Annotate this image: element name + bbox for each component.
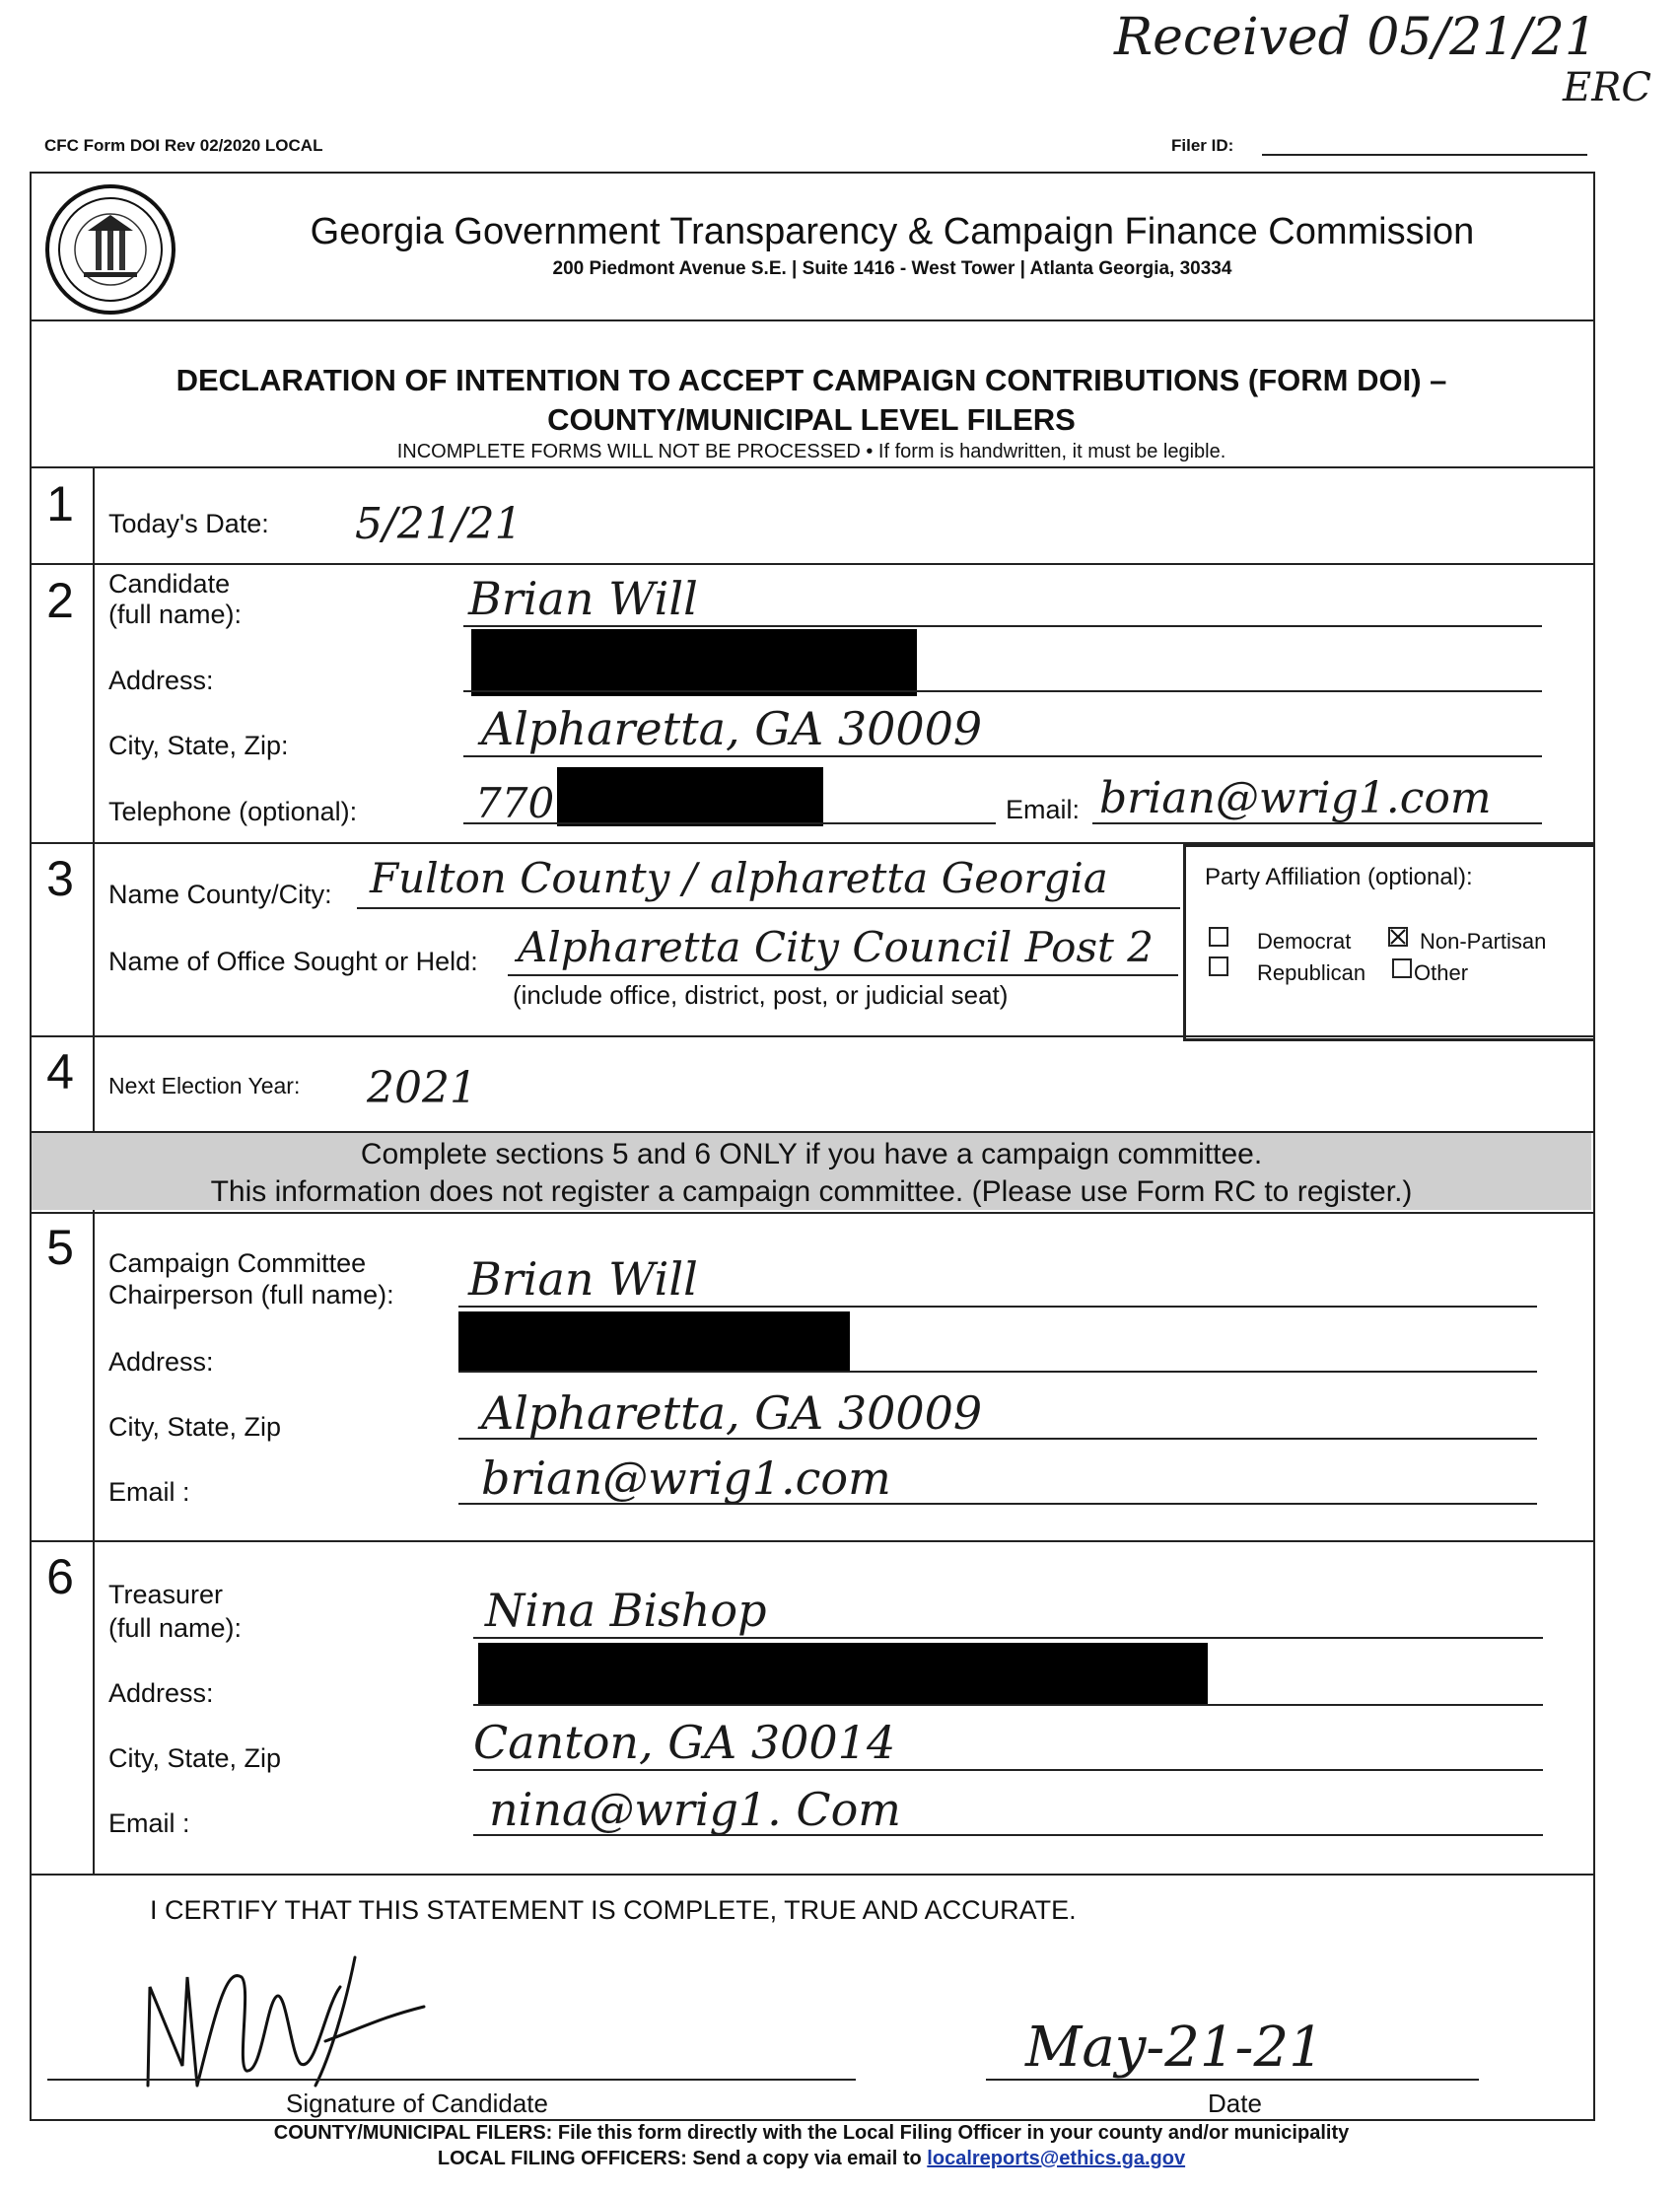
candidate-label-line2: (full name): (108, 600, 243, 629)
telephone-label: Telephone (optional): (108, 797, 358, 826)
footer-line2-label: LOCAL FILING OFFICERS: (437, 2148, 687, 2169)
treasurer-city-label: City, State, Zip (108, 1743, 282, 1773)
header-divider (30, 319, 1593, 321)
section-divider-6 (30, 1874, 1593, 1876)
section-divider-banner (30, 1212, 1593, 1214)
section-4-number: 4 (46, 1044, 74, 1099)
candidate-email-label: Email: (1006, 795, 1081, 824)
treasurer-city-line (473, 1769, 1543, 1771)
chairperson-address-line (458, 1371, 1537, 1373)
footer-email-link[interactable]: localreports@ethics.ga.gov (927, 2148, 1186, 2169)
certify-date-line (986, 2079, 1479, 2081)
chairperson-city-line (458, 1438, 1537, 1440)
chairperson-name-value[interactable]: Brian Will (468, 1252, 698, 1306)
candidate-name-line (463, 625, 1542, 627)
declaration-title-line1: DECLARATION OF INTENTION TO ACCEPT CAMPAIGN CONTRIBUTIONS (FORM DOI) – (175, 363, 1447, 397)
chairperson-label-line2: Chairperson (full name): (108, 1280, 394, 1310)
democrat-label: Democrat (1257, 929, 1352, 954)
section-divider-top (30, 466, 1593, 468)
party-affiliation-title: Party Affiliation (optional): (1205, 864, 1473, 890)
chairperson-email-line (458, 1503, 1537, 1505)
nonpartisan-checkbox[interactable] (1388, 927, 1408, 947)
democrat-checkbox[interactable] (1209, 927, 1228, 947)
chairperson-address-label: Address: (108, 1347, 214, 1377)
candidate-city-label: City, State, Zip: (108, 731, 289, 760)
header-title: Georgia Government Transparency & Campaign Finance Commission (310, 211, 1475, 252)
chairperson-label-line1: Campaign Committee (108, 1248, 367, 1278)
treasurer-address-label: Address: (108, 1678, 214, 1708)
chairperson-email-label: Email : (108, 1477, 190, 1507)
candidate-email-line (1092, 822, 1542, 824)
county-line (357, 907, 1180, 909)
section-6-number: 6 (46, 1549, 74, 1604)
filer-id-line (1262, 154, 1587, 156)
telephone-line (463, 822, 996, 824)
filer-id-label: Filer ID: (1171, 136, 1234, 155)
footer-line2 (30, 2148, 1593, 2170)
signature-line (47, 2079, 856, 2081)
candidate-address-label: Address: (108, 666, 214, 695)
office-hint: (include office, district, post, or judicial seat) (513, 980, 1009, 1010)
chairperson-email-value[interactable]: brian@wrig1.com (481, 1452, 891, 1505)
chairperson-city-value[interactable]: Alpharetta, GA 30009 (481, 1386, 983, 1440)
treasurer-address-line (473, 1704, 1543, 1706)
treasurer-email-line (473, 1834, 1543, 1836)
treasurer-name-line (473, 1637, 1543, 1639)
signature-label: Signature of Candidate (286, 2089, 548, 2118)
footer-line1-text: File this form directly with the Local Filing Officer in your county and/or municipality (557, 2122, 1350, 2144)
chairperson-address-redaction (458, 1311, 850, 1373)
section-2-number: 2 (46, 573, 74, 628)
other-checkbox[interactable] (1392, 958, 1412, 978)
candidate-address-line (463, 690, 1542, 692)
committee-banner-line1: Complete sections 5 and 6 ONLY if you have a campaign committee. (360, 1138, 1263, 1170)
todays-date-value[interactable]: 5/21/21 (355, 499, 523, 549)
section-divider-1 (30, 563, 1593, 565)
county-value[interactable]: Fulton County / alpharetta Georgia (370, 854, 1108, 902)
certify-date-value[interactable]: May-21-21 (1025, 2016, 1324, 2080)
section-divider-5 (30, 1540, 1593, 1542)
telephone-redaction (557, 767, 823, 826)
candidate-city-value[interactable]: Alpharetta, GA 30009 (481, 702, 983, 755)
treasurer-label-line1: Treasurer (108, 1580, 224, 1609)
office-line (508, 974, 1178, 976)
other-label: Other (1414, 960, 1469, 985)
office-value[interactable]: Alpharetta City Council Post 2 (518, 923, 1154, 971)
candidate-label-line1: Candidate (108, 569, 231, 599)
chairperson-city-label: City, State, Zip (108, 1412, 282, 1442)
treasurer-label-line2: (full name): (108, 1613, 243, 1643)
received-initials: ERC (1563, 65, 1651, 110)
todays-date-label: Today's Date: (108, 509, 269, 538)
declaration-note: INCOMPLETE FORMS WILL NOT BE PROCESSED • If form is handwritten, it must be legible. (396, 441, 1226, 462)
certify-date-label: Date (1208, 2089, 1262, 2118)
received-stamp: Received 05/21/21 (1114, 8, 1597, 67)
section-3-number: 3 (46, 851, 74, 906)
republican-checkbox[interactable] (1209, 956, 1228, 976)
certify-statement: I CERTIFY THAT THIS STATEMENT IS COMPLETE, TRUE AND ACCURATE. (150, 1895, 1077, 1925)
candidate-city-line (463, 755, 1542, 757)
section-1-number: 1 (46, 476, 74, 531)
next-election-value[interactable]: 2021 (367, 1063, 477, 1113)
footer-line1 (30, 2122, 1593, 2145)
office-label: Name of Office Sought or Held: (108, 947, 478, 976)
republican-label: Republican (1257, 960, 1366, 985)
candidate-name-value[interactable]: Brian Will (468, 572, 698, 625)
georgia-seal-icon (44, 183, 176, 316)
treasurer-name-value[interactable]: Nina Bishop (485, 1584, 767, 1637)
form-code: CFC Form DOI Rev 02/2020 LOCAL (44, 136, 323, 155)
treasurer-city-value[interactable]: Canton, GA 30014 (473, 1716, 896, 1769)
telephone-value[interactable]: 770 (475, 779, 555, 827)
chairperson-name-line (458, 1306, 1537, 1308)
footer-line2-text: Send a copy via email to (692, 2148, 922, 2169)
treasurer-address-redaction (478, 1643, 1208, 1704)
footer-line1-label: COUNTY/MUNICIPAL FILERS: (273, 2122, 553, 2144)
declaration-title-line2: COUNTY/MUNICIPAL LEVEL FILERS (547, 402, 1076, 437)
committee-banner-line2: This information does not register a campaign committee. (Please use Form RC to register.) (210, 1175, 1413, 1208)
candidate-email-value[interactable]: brian@wrig1.com (1099, 773, 1492, 823)
candidate-address-redaction (471, 629, 917, 696)
nonpartisan-label: Non-Partisan (1420, 929, 1547, 954)
candidate-signature (128, 1947, 463, 2095)
header-address: 200 Piedmont Avenue S.E. | Suite 1416 - West Tower | Atlanta Georgia, 30334 (552, 258, 1232, 279)
next-election-label: Next Election Year: (108, 1073, 301, 1098)
treasurer-email-label: Email : (108, 1808, 190, 1838)
county-label: Name County/City: (108, 880, 332, 909)
treasurer-email-value[interactable]: nina@wrig1. Com (489, 1783, 901, 1836)
section-divider-3 (30, 1035, 1593, 1037)
section-5-number: 5 (46, 1220, 74, 1275)
